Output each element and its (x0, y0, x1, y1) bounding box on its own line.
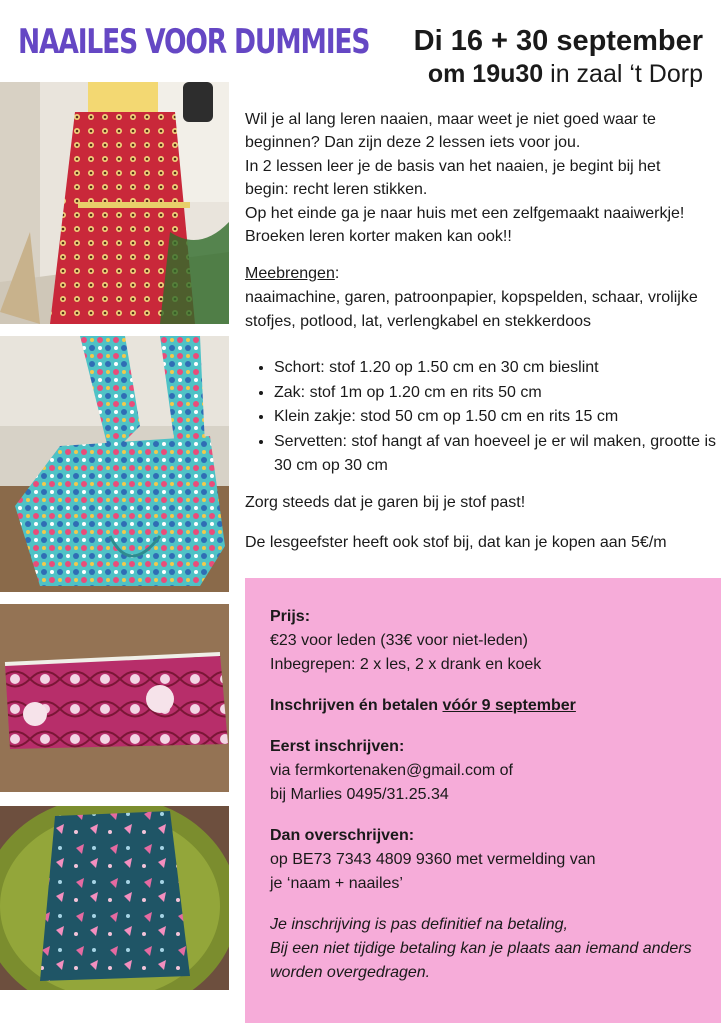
intro-line: Broeken leren korter maken kan ook!! (245, 228, 512, 246)
intro-line: In 2 lessen leer je de basis van het naaien, je begint bij het begin: recht leren stikken. (245, 157, 661, 199)
intro-text (245, 108, 707, 248)
info-content (270, 605, 710, 985)
fabric-note: De lesgeefster heeft ook stof bij, dat kan je kopen aan 5€/m (245, 534, 667, 551)
deadline-date: vóór 9 september (442, 697, 576, 714)
napkin-photo-icon (0, 806, 229, 990)
bring-heading (245, 262, 707, 286)
price-line: €23 voor leden (33€ voor niet-leden) (270, 632, 528, 649)
disclaimer-line: Je inschrijving is pas definitief na betaling, (270, 916, 568, 933)
deadline-text: Inschrijven én betalen (270, 697, 443, 714)
register-phone: bij Marlies 0495/31.25.34 (270, 786, 449, 803)
apron-photo (0, 82, 229, 324)
pencil-case-photo-icon (0, 604, 229, 792)
register-email: via fermkortenaken@gmail.com of (270, 762, 513, 779)
disclaimer-line: Bij een niet tijdige betaling kan je plaats aan iemand anders (270, 940, 692, 957)
list-item: • Servetten: stof hangt af van hoeveel je er wil maken, grootte is 30 cm op 30 cm (274, 430, 721, 479)
event-time-place (414, 58, 703, 90)
flyer-title: NAAILES VOOR DUMMIES (18, 22, 370, 62)
thread-note: Zorg steeds dat je garen bij je stof past! (245, 494, 526, 511)
pencil-case-photo (0, 604, 229, 792)
bring-heading-label: Meebrengen (245, 265, 335, 282)
transfer-reference: je ‘naam + naailes’ (270, 875, 403, 892)
intro-line: Wil je al lang leren naaien, maar weet je niet goed waar te beginnen? Dan zijn deze 2 lessen iets voor jou. (245, 111, 656, 152)
event-place: in zaal ‘t Dorp (543, 60, 703, 88)
materials-list (250, 356, 721, 479)
intro-line: Op het einde ga je naar huis met een zelfgemaakt naaiwerkje! (245, 204, 685, 222)
apron-photo-icon (0, 82, 229, 324)
event-date-line: Di 16 + 30 september (413, 25, 703, 57)
event-date (414, 24, 703, 90)
tote-bag-photo-icon (0, 336, 229, 592)
napkin-photo (0, 806, 229, 990)
bring-heading-colon: : (334, 265, 340, 282)
deadline (270, 694, 710, 718)
price-heading: Prijs: (270, 608, 311, 625)
transfer-account: op BE73 7343 4809 9360 met vermelding van (270, 851, 596, 868)
list-item: • Zak: stof 1m op 1.20 cm en rits 50 cm (274, 381, 721, 406)
tote-bag-photo (0, 336, 229, 592)
bring-items: naaimachine, garen, patroonpapier, kopspelden, schaar, vrolijke stofjes, potlood, lat, verlengkabel en stekkerdoos (245, 289, 698, 330)
transfer-heading: Dan overschrijven: (270, 827, 415, 844)
bring-section (245, 262, 707, 334)
list-item: • Schort: stof 1.20 op 1.50 cm en 30 cm bieslint (274, 356, 721, 381)
event-time: om 19u30 (427, 60, 544, 88)
included-line: Inbegrepen: 2 x les, 2 x drank en koek (270, 656, 542, 673)
disclaimer-line: worden overgedragen. (270, 964, 431, 981)
info-box (245, 578, 721, 1023)
register-heading: Eerst inschrijven: (270, 738, 405, 755)
list-item: • Klein zakje: stod 50 cm op 1.50 cm en rits 15 cm (274, 405, 721, 430)
